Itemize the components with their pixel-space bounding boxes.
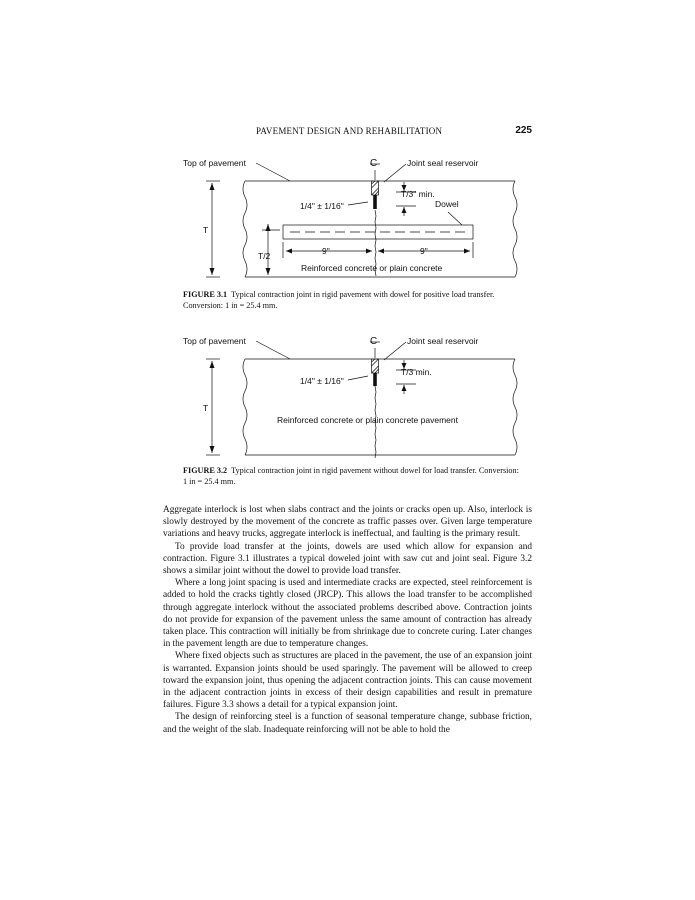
leader-top-of-pavement bbox=[256, 341, 290, 359]
figure-3-1-caption bbox=[183, 289, 523, 311]
label-material: Reinforced concrete or plain concrete pavement bbox=[277, 415, 458, 425]
label-material: Reinforced concrete or plain concrete bbox=[301, 263, 443, 273]
figure-3-2-diagram bbox=[0, 328, 695, 458]
saw-cut bbox=[373, 373, 377, 386]
label-centerline: C bbox=[370, 158, 378, 169]
leader-tolerance bbox=[348, 202, 368, 205]
leader-joint-seal bbox=[384, 164, 406, 182]
page-number: 225 bbox=[515, 125, 532, 136]
left-break-line bbox=[243, 359, 247, 455]
label-top-of-pavement: Top of pavement bbox=[183, 336, 246, 346]
label-right-length: 9" bbox=[420, 246, 428, 256]
saw-cut bbox=[373, 195, 377, 209]
label-joint-seal-reservoir: Joint seal reservoir bbox=[407, 336, 479, 346]
leader-joint-seal bbox=[384, 342, 406, 360]
leader-top-of-pavement bbox=[256, 163, 290, 181]
label-joint-seal-reservoir: Joint seal reservoir bbox=[407, 158, 479, 168]
paragraph: Where fixed objects such as structures are placed in the pavement, the use of an expansion joint is warranted. Expansion joints should be used sparingly. The pavement will be allowed to creep toward the expansion joint, thus opening the adjacent contraction joints. This can cause movement in the adjacent contraction joints in excess of their design capabilities and result in premature failures. Figure 3.3 shows a detail for a typical expansion joint. bbox=[163, 651, 532, 711]
right-break-line bbox=[513, 181, 517, 277]
label-dowel: Dowel bbox=[435, 199, 459, 209]
label-tolerance: 1/4" ± 1/16" bbox=[300, 376, 344, 386]
paragraph: Where a long joint spacing is used and intermediate cracks are expected, steel reinforcement is added to hold the cracks tightly closed (JRCP). This allows the load transfer to be accomplished through aggregate interlock without the associated problems described above. Contraction joints do not provide for expansion of the pavement unless the same amount of contraction has already taken place. This contraction will initially be from shrinkage due to concrete curing. Later changes in the pavement length are due to temperature changes. bbox=[163, 578, 532, 650]
figure-3-2-caption-text: Typical contraction joint in rigid pavement without dowel for load transfer. Conversion: 1 in = 25.4 mm. bbox=[183, 466, 519, 486]
label-depth: T/3 min. bbox=[401, 367, 432, 377]
running-head-title: PAVEMENT DESIGN AND REHABILITATION bbox=[256, 126, 443, 136]
figure-3-2-caption-label: FIGURE 3.2 bbox=[183, 466, 228, 475]
left-break-line bbox=[243, 181, 247, 277]
body-text bbox=[163, 504, 532, 736]
label-thickness: T bbox=[203, 403, 209, 413]
label-left-length: 9" bbox=[322, 246, 330, 256]
leader-tolerance bbox=[348, 376, 368, 380]
figure-3-1-caption-label: FIGURE 3.1 bbox=[183, 290, 228, 299]
right-break-line bbox=[513, 359, 517, 455]
label-top-of-pavement: Top of pavement bbox=[183, 158, 246, 168]
figure-3-2-caption bbox=[183, 465, 523, 487]
paragraph: To provide load transfer at the joints, dowels are used which allow for expansion and contraction. Figure 3.1 illustrates a typical doweled joint with saw cut and joint seal. Figure 3.2 shows a similar joint without the dowel to provide load transfer. bbox=[163, 541, 532, 577]
label-tolerance: 1/4" ± 1/16" bbox=[300, 201, 344, 211]
leader-dowel bbox=[448, 212, 462, 225]
label-centerline: C bbox=[370, 336, 378, 347]
figure-3-1-diagram bbox=[0, 150, 695, 280]
label-half-thickness: T/2 bbox=[258, 251, 271, 261]
figure-3-1-caption-text: Typical contraction joint in rigid pavement with dowel for positive load transfer. Conversion: 1 in = 25.4 mm. bbox=[183, 290, 495, 310]
label-depth: T/3" min. bbox=[401, 189, 435, 199]
label-thickness: T bbox=[203, 225, 209, 235]
paragraph: The design of reinforcing steel is a function of seasonal temperature change, subbase friction, and the weight of the slab. Inadequate reinforcing will not be able to hold the bbox=[163, 712, 532, 735]
paragraph: Aggregate interlock is lost when slabs contract and the joints or cracks open up. Also, interlock is slowly destroyed by the movement of the concrete as traffic passes over. Given large temperature variations and heavy trucks, aggregate interlock is ineffectual, and faulting is the primary result. bbox=[163, 505, 532, 540]
